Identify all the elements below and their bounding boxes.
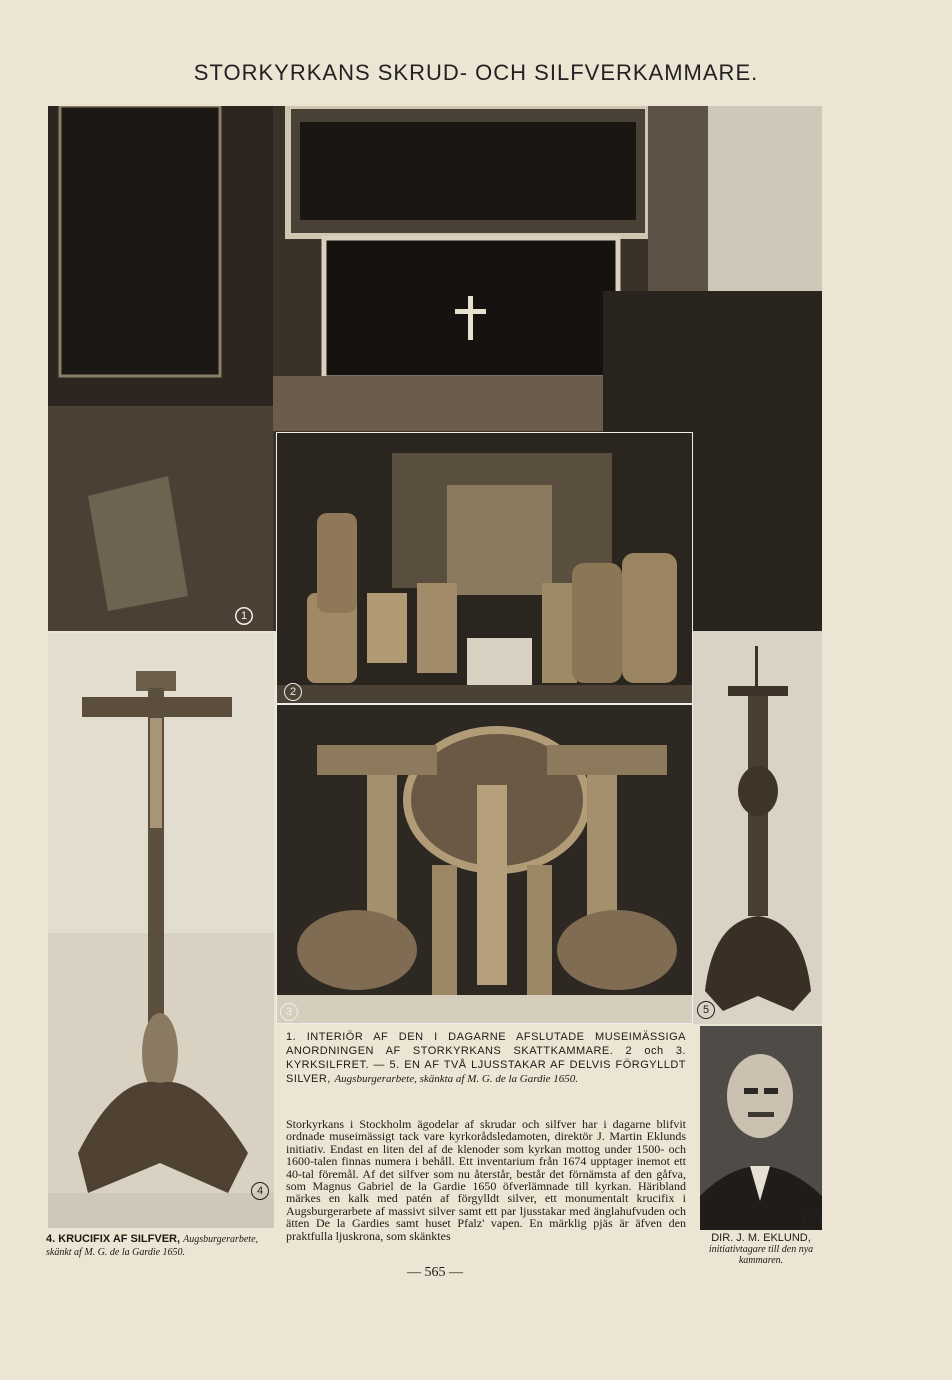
- photo-candelabra: [276, 704, 693, 1024]
- article-body: Storkyrkans i Stockholm ägodelar af skrudar och silfver har i dagarne blifvit ordnade museimässigt tack vare kyrkorådsledamoten, direktör J. Martin Eklunds initiativ. Endast en liten del af de klenoder som kyrkan mottog under 1500- och 1600-talen finnas numera i behåll. Ett inventarium från 1674 upptager inemot ett 40-tal föremål. Af det silfver som nu återstår, består det förnämsta af den gåfva, som Magnus Gabriel de la Gardie 1650 öfverlämnade till kyrkan. Häribland märkes en kalk med patén af förgylldt silver, ett monumentalt krucifix i Augsburgerarbete af massivt silver samt ett par ljusstakar med änglahufvuden och ätten De la Gardies samt huset Pfalz' vapen. En märklig pjäs är äfven den praktfulla ljuskrona, som skänktes: [286, 1117, 686, 1243]
- caption-main: [286, 1030, 686, 1086]
- photo-number-5: 5: [697, 1001, 715, 1019]
- page-number: — 565 —: [407, 1265, 463, 1280]
- caption-portrait-italic: initiativtagare till den nya kammaren.: [708, 1244, 814, 1266]
- silver-shelf-image: [277, 433, 692, 703]
- photo-number-2: 2: [284, 683, 302, 701]
- crucifix-image: [48, 633, 274, 1228]
- caption-portrait-label: DIR. J. M. EKLUND,: [711, 1232, 811, 1244]
- caption-crucifix-label: 4. KRUCIFIX AF SILFVER,: [46, 1233, 181, 1245]
- candlestick-image: [693, 631, 822, 1024]
- caption-main-text: 1. INTERIÖR AF DEN I DAGARNE AFSLUTADE MUSEIMÄSSIGA ANORDNINGEN AF STORKYRKANS SKATTKAMMARE. 2 och 3. KYRKSILFRET. — 5. EN AF TVÅ LJUSSTAKAR AF DELVIS FÖRGYLLDT SILVER,: [286, 1031, 686, 1085]
- caption-crucifix: [46, 1233, 278, 1259]
- photo-silver-shelf: [276, 432, 693, 704]
- photo-crucifix: [48, 633, 274, 1228]
- caption-crucifix-italic: Augsburgerarbete, skänkt af M. G. de la Gardie 1650.: [46, 1234, 259, 1258]
- photo-number-6: 6: [803, 1212, 821, 1230]
- caption-main-italic: Augsburgerarbete, skänkta af M. G. de la Gardie 1650.: [334, 1073, 579, 1085]
- photo-candlestick: [693, 631, 822, 1024]
- photo-number-4: 4: [251, 1182, 269, 1200]
- photo-number-1: 1: [235, 607, 253, 625]
- caption-portrait: [698, 1233, 824, 1266]
- photo-number-3: 3: [280, 1003, 298, 1021]
- candelabra-image: [277, 705, 692, 1023]
- page-title: STORKYRKANS SKRUD- OCH SILFVERKAMMARE.: [193, 60, 759, 85]
- photo-portrait: [700, 1026, 822, 1230]
- portrait-image: [700, 1026, 822, 1230]
